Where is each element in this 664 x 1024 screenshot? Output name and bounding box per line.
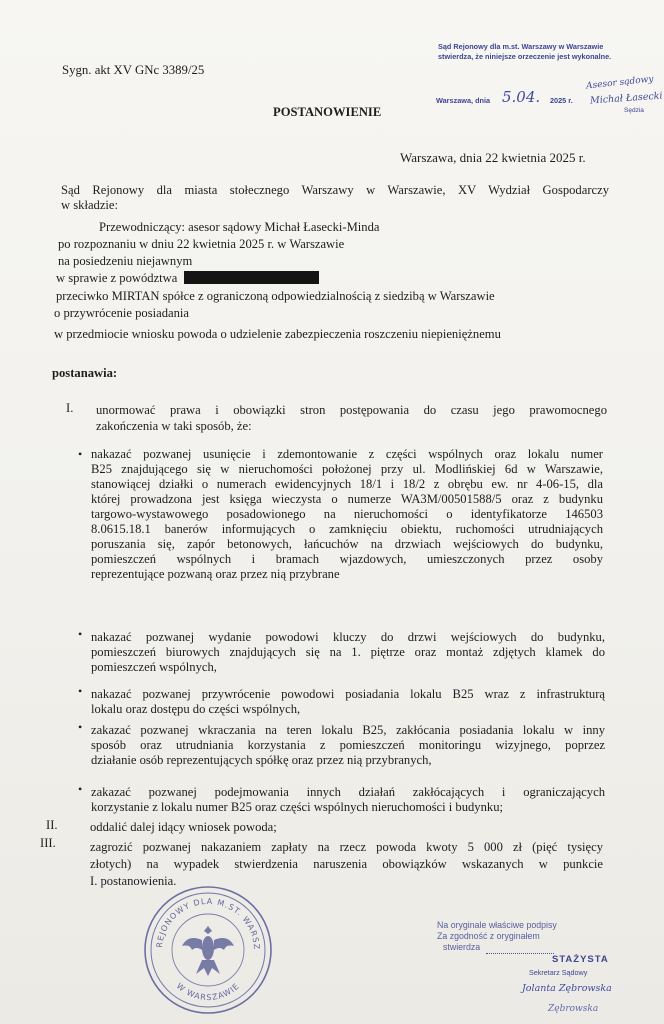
execution-stamp-line2: stwierdza, że niniejsze orzeczenie jest wykonalne. (438, 52, 612, 61)
execution-stamp-hand-date: 5.04. (502, 88, 541, 106)
execution-stamp-place: Warszawa, dnia (436, 96, 491, 105)
bullet-4-line: zakazać pozwanej wkraczania na teren lokalu B25, zakłócania posiadania lokalu w inny (91, 723, 605, 737)
signature-line (486, 953, 554, 954)
plaintiff-label: w sprawie z powództwa (56, 271, 178, 285)
execution-stamp-line1: Sąd Rejonowy dla m.st. Warszawy w Warszawie (438, 42, 604, 51)
examined-line: po rozpoznaniu w dniu 22 kwietnia 2025 r. w Warszawie (58, 237, 345, 251)
redaction-bar (184, 271, 319, 284)
bullet-5-line: zakazać pozwanej podejmowania innych działań zakłócających i ograniczających (91, 785, 605, 799)
motion-line: w przedmiocie wniosku powoda o udzielenie zabezpieczenia roszczeniu niepieniężnemu (54, 327, 501, 341)
svg-text:W WARSZAWIE (175, 981, 241, 1002)
certification-role: STAŻYSTA (552, 954, 609, 965)
execution-stamp-year: 2025 r. (550, 96, 573, 105)
decision-heading: postanawia: (52, 366, 118, 380)
certification-line-1: Na oryginale właściwe podpisy (437, 920, 557, 930)
bullet-1-line: której prowadzona jest księga wieczysta o numerze WA3M/00501588/5 oraz z budynku (91, 492, 603, 506)
certification-role-small: Sekretarz Sądowy (529, 968, 588, 977)
place-and-date: Warszawa, dnia 22 kwietnia 2025 r. (400, 150, 586, 165)
bullet-marker: • (78, 782, 83, 796)
subject-line: o przywrócenie posiadania (54, 306, 189, 320)
bullet-5 (91, 785, 605, 815)
bullet-1-line: 8.0615.18.1 banerów informujących o zamknięciu obiektu, ruchomości utrudniających (91, 522, 603, 536)
execution-stamp-signature: Michał Łasecki (589, 90, 663, 107)
certification-line-2: Za zgodność z oryginałem (437, 931, 540, 941)
bullet-1-line: reprezentujące pozwaną oraz przez nią przybrane (91, 567, 340, 581)
certification-stamp (437, 920, 557, 953)
defendant-line: przeciwko MIRTAN spółce z ograniczoną odpowiedzialnością z siedzibą w Warszawie (56, 289, 495, 303)
section-3-line: złotych) na wypadek stwierdzenia naruszenia obowiązków wskazanych w punkcie (90, 857, 603, 871)
bullet-marker: • (78, 447, 83, 461)
bullet-marker: • (78, 627, 83, 641)
section-number-3: III. (40, 836, 56, 850)
section-1-line-2: zakończenia w taki sposób, że: (96, 419, 252, 433)
certification-line-3: stwierdza (443, 942, 481, 952)
section-2-text: oddalić dalej idący wniosek powoda; (90, 820, 277, 834)
court-composition: w składzie: (61, 198, 119, 212)
bullet-marker: • (78, 720, 83, 734)
seal-ring-text: REJONOWY DLA M.ST. WARSZ (154, 896, 262, 951)
section-number-2: II. (46, 818, 58, 832)
court-seal-graphic (140, 882, 276, 1018)
bullet-3-line: lokalu oraz dostępu do części wspólnych, (91, 702, 301, 716)
execution-stamp-hand-note: Asesor sądowy (585, 74, 654, 92)
bullet-2-line: nakazać pozwanej wydanie powodowi kluczy do drzwi wejściowych do budynku, (91, 630, 605, 644)
bullet-1-line: stanowiącej działki o numerach ewidencyjnych 18/1 i 18/2 z obrębu ew. nr 4-06-15, dla (91, 477, 603, 491)
bullet-2-line: pomieszczeń wspólnych, (91, 660, 217, 674)
bullet-2 (91, 630, 605, 675)
certification-signature-2: Zębrowska (548, 1004, 599, 1014)
bullet-1-line: pomieszczeń wspólnych i bramach wjazdowych, umieszczonych przez osoby (91, 552, 603, 566)
bullet-5-line: korzystanie z lokalu numer B25 oraz części wspólnych nieruchomości i budynku; (91, 800, 503, 814)
session-line: na posiedzeniu niejawnym (58, 254, 193, 268)
section-1-line-1: unormować prawa i obowiązki stron postępowania do czasu jego prawomocnego (96, 403, 607, 417)
bullet-1-line: nakazać pozwanej usunięcie i zdemontowanie z części wspólnych oraz lokalu numer (91, 447, 603, 461)
section-3-line: zagrozić pozwanej nakazaniem zapłaty na rzecz powoda kwoty 5 000 zł (pięć tysięcy (90, 840, 603, 854)
execution-stamp (438, 42, 611, 62)
bullet-2-line: pomieszczeń biurowych znajdujących się na 1. piętrze oraz montaż zdjętych klamek do (91, 645, 605, 659)
plaintiff-line (56, 271, 319, 286)
bullet-1-line: B25 znajdującego się w nieruchomości położonej przy ul. Modlińskiej 6d w Warszawie, (91, 462, 603, 476)
case-signature: Sygn. akt XV GNc 3389/25 (62, 63, 205, 77)
bullet-marker: • (78, 684, 83, 698)
document-title: POSTANOWIENIE (273, 105, 382, 119)
section-3-line: I. postanowienia. (90, 874, 177, 888)
bullet-1-line: poruszania się, zapór betonowych, łańcuchów na drzwiach wejściowych do budynku, (91, 537, 603, 551)
eagle-emblem-icon (182, 926, 234, 976)
bullet-4-line: działanie osób reprezentujących spółkę oraz przez nią przybranych, (91, 753, 432, 767)
bullet-4 (91, 723, 605, 768)
presiding-judge: Przewodniczący: asesor sądowy Michał Łasecki-Minda (99, 220, 380, 234)
bullet-3 (91, 687, 605, 717)
bullet-4-line: sposób oraz utrudniania korzystania z pomieszczeń monitoringu wizyjnego, poprzez (91, 738, 605, 752)
section-number-1: I. (66, 401, 74, 415)
court-seal (140, 882, 276, 1018)
bullet-3-line: nakazać pozwanej przywrócenie powodowi posiadania lokalu B25 wraz z infrastrukturą (91, 687, 605, 701)
court-line: Sąd Rejonowy dla miasta stołecznego Warszawy w Warszawie, XV Wydział Gospodarczy (61, 183, 609, 197)
bullet-1 (91, 447, 605, 582)
execution-stamp-role: Sędzia (624, 107, 644, 114)
bullet-1-line: targowo-wystawowego posadowionego na nieruchomości o identyfikatorze 146503 (91, 507, 603, 521)
certification-signature: Jolanta Zębrowska (522, 983, 612, 994)
seal-bottom-text: W WARSZAWIE (174, 981, 242, 1003)
